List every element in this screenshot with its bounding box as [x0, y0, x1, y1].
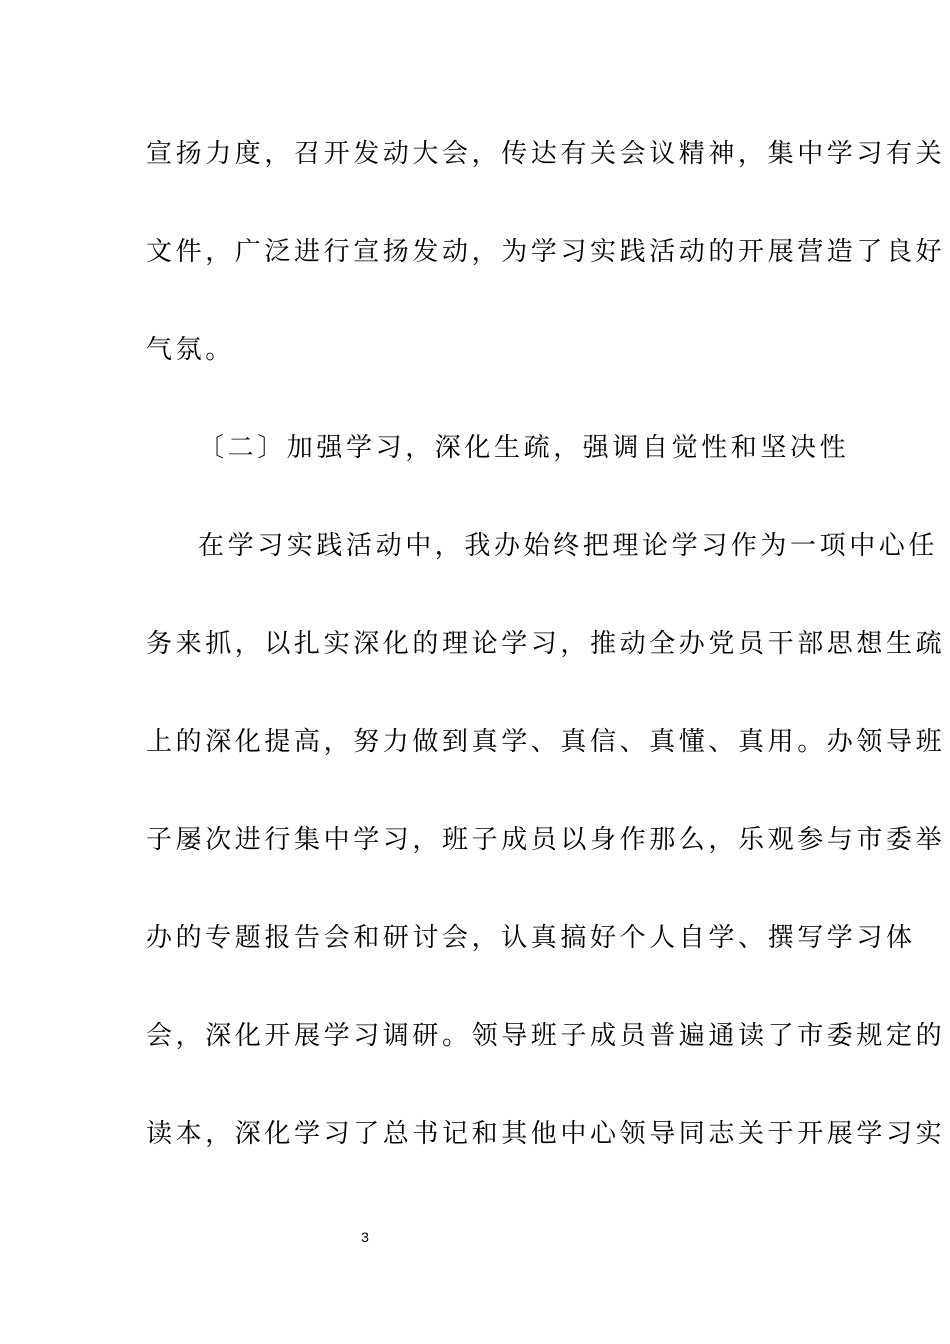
paragraph-line: 会，深化开展学习调研。领导班子成员普遍通读了市委规定的	[146, 1021, 946, 1051]
paragraph-line: 读本，深化学习了总书记和其他中心领导同志关于开展学习实	[146, 1119, 946, 1149]
paragraph-line: 在学习实践活动中，我办始终把理论学习作为一项中心任	[198, 531, 939, 561]
paragraph-line: 子屡次进行集中学习，班子成员以身作那么，乐观参与市委举	[146, 825, 946, 855]
paragraph-line: 文件，广泛进行宣扬发动，为学习实践活动的开展营造了良好	[146, 237, 946, 267]
section-heading: 〔二〕加强学习，深化生疏，强调自觉性和坚决性	[198, 433, 850, 463]
paragraph-line: 气氛。	[146, 335, 235, 365]
paragraph-line: 务来抓，以扎实深化的理论学习，推动全办党员干部思想生疏	[146, 629, 946, 659]
paragraph-line: 办的专题报告会和研讨会，认真搞好个人自学、撰写学习体	[146, 923, 916, 953]
paragraph-line: 上的深化提高，努力做到真学、真信、真懂、真用。办领导班	[146, 727, 946, 757]
page-number: 3	[361, 1229, 369, 1245]
paragraph-line: 宣扬力度，召开发动大会，传达有关会议精神，集中学习有关	[146, 139, 946, 169]
